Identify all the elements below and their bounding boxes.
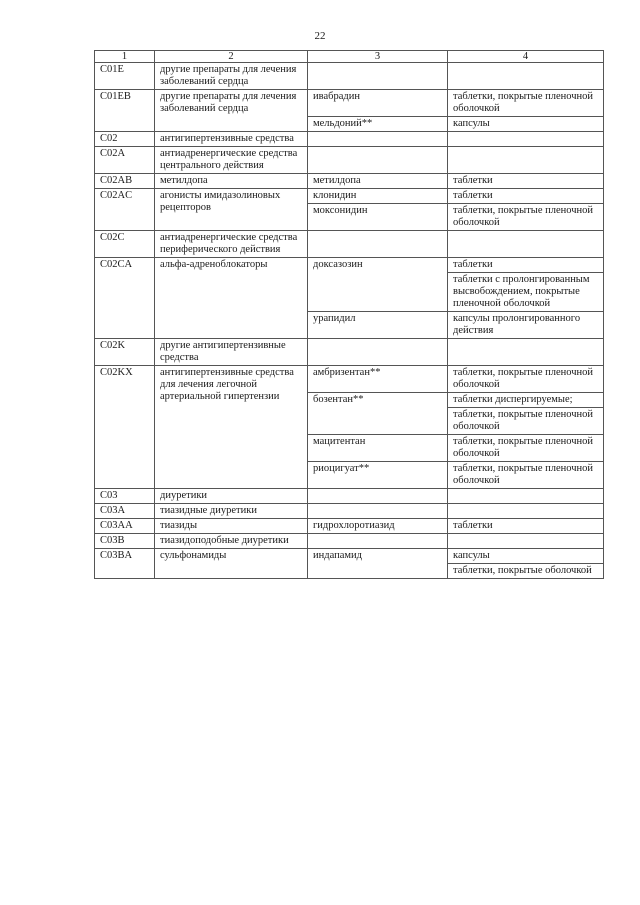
dosage-form-cell [448,339,604,366]
group-name-cell: другие препараты для лечения заболеваний сердца [155,90,308,132]
group-name-cell: другие препараты для лечения заболеваний сердца [155,63,308,90]
group-name-cell: тиазидоподобные диуретики [155,534,308,549]
dosage-form-cell: таблетки [448,174,604,189]
drug-name-cell: индапамид [308,549,448,579]
drug-name-cell [308,132,448,147]
dosage-form-cell: таблетки, покрытые пленочной оболочкой [448,204,604,231]
group-name-cell: сульфонамиды [155,549,308,579]
table-row [95,189,604,204]
drug-name-cell: гидрохлоротиазид [308,519,448,534]
drug-name-cell: риоцигуат** [308,462,448,489]
dosage-form-cell: таблетки диспергируемые; [448,393,604,408]
table-row [95,231,604,258]
drug-name-cell [308,231,448,258]
dosage-form-cell [448,534,604,549]
dosage-form-cell: капсулы [448,117,604,132]
table-row [95,258,604,273]
drug-table [94,50,604,579]
group-name-cell: агонисты имидазолиновых рецепторов [155,189,308,231]
dosage-form-cell: таблетки, покрытые пленочной оболочкой [448,366,604,393]
drug-name-cell [308,63,448,90]
table-row [95,147,604,174]
drug-name-cell: клонидин [308,189,448,204]
column-header: 1 [95,51,155,63]
group-name-cell: антиадренергические средства центрального действия [155,147,308,174]
atc-code-cell: C01E [95,63,155,90]
dosage-form-cell [448,147,604,174]
group-name-cell: антигипертензивные средства [155,132,308,147]
column-header: 2 [155,51,308,63]
atc-code-cell: C02A [95,147,155,174]
dosage-form-cell [448,231,604,258]
dosage-form-cell: таблетки [448,189,604,204]
atc-code-cell: C02CA [95,258,155,339]
dosage-form-cell: таблетки, покрытые пленочной оболочкой [448,90,604,117]
table-row [95,519,604,534]
group-name-cell: метилдопа [155,174,308,189]
dosage-form-cell [448,504,604,519]
column-header: 3 [308,51,448,63]
atc-code-cell: C03 [95,489,155,504]
atc-code-cell: C03A [95,504,155,519]
dosage-form-cell: таблетки, покрытые пленочной оболочкой [448,408,604,435]
atc-code-cell: C02C [95,231,155,258]
dosage-form-cell: таблетки, покрытые пленочной оболочкой [448,462,604,489]
group-name-cell: альфа-адреноблокаторы [155,258,308,339]
drug-name-cell: бозентан** [308,393,448,435]
group-name-cell: тиазиды [155,519,308,534]
table-row [95,489,604,504]
table-row [95,90,604,117]
atc-code-cell: C01EB [95,90,155,132]
drug-name-cell [308,147,448,174]
dosage-form-cell [448,489,604,504]
drug-name-cell: ивабрадин [308,90,448,117]
drug-name-cell [308,339,448,366]
drug-name-cell: амбризентан** [308,366,448,393]
table-row [95,549,604,564]
table-row [95,504,604,519]
dosage-form-cell: таблетки [448,258,604,273]
table-row [95,63,604,90]
drug-name-cell [308,489,448,504]
dosage-form-cell: таблетки с пролонгированным высвобождением, покрытые пленочной оболочкой [448,273,604,312]
table-row [95,366,604,393]
drug-name-cell: урапидил [308,312,448,339]
table-row [95,339,604,366]
dosage-form-cell [448,132,604,147]
atc-code-cell: C02AC [95,189,155,231]
dosage-form-cell: таблетки, покрытые оболочкой [448,564,604,579]
atc-code-cell: C02 [95,132,155,147]
group-name-cell: антигипертензивные средства для лечения легочной артериальной гипертензии [155,366,308,489]
drug-table-container [94,50,603,579]
atc-code-cell: C02K [95,339,155,366]
table-header-row [95,51,604,63]
group-name-cell: диуретики [155,489,308,504]
group-name-cell: тиазидные диуретики [155,504,308,519]
drug-name-cell [308,504,448,519]
drug-name-cell: мацитентан [308,435,448,462]
column-header: 4 [448,51,604,63]
table-row [95,174,604,189]
dosage-form-cell: капсулы [448,549,604,564]
atc-code-cell: C03BA [95,549,155,579]
dosage-form-cell: таблетки, покрытые пленочной оболочкой [448,435,604,462]
group-name-cell: антиадренергические средства периферического действия [155,231,308,258]
drug-name-cell [308,534,448,549]
group-name-cell: другие антигипертензивные средства [155,339,308,366]
drug-name-cell: мельдоний** [308,117,448,132]
drug-name-cell: доксазозин [308,258,448,312]
atc-code-cell: C03AA [95,519,155,534]
drug-name-cell: метилдопа [308,174,448,189]
table-row [95,534,604,549]
dosage-form-cell: таблетки [448,519,604,534]
atc-code-cell: C02AB [95,174,155,189]
atc-code-cell: C03B [95,534,155,549]
dosage-form-cell: капсулы пролонгированного действия [448,312,604,339]
page-number: 22 [314,30,326,42]
table-row [95,132,604,147]
dosage-form-cell [448,63,604,90]
atc-code-cell: C02KX [95,366,155,489]
drug-name-cell: моксонидин [308,204,448,231]
